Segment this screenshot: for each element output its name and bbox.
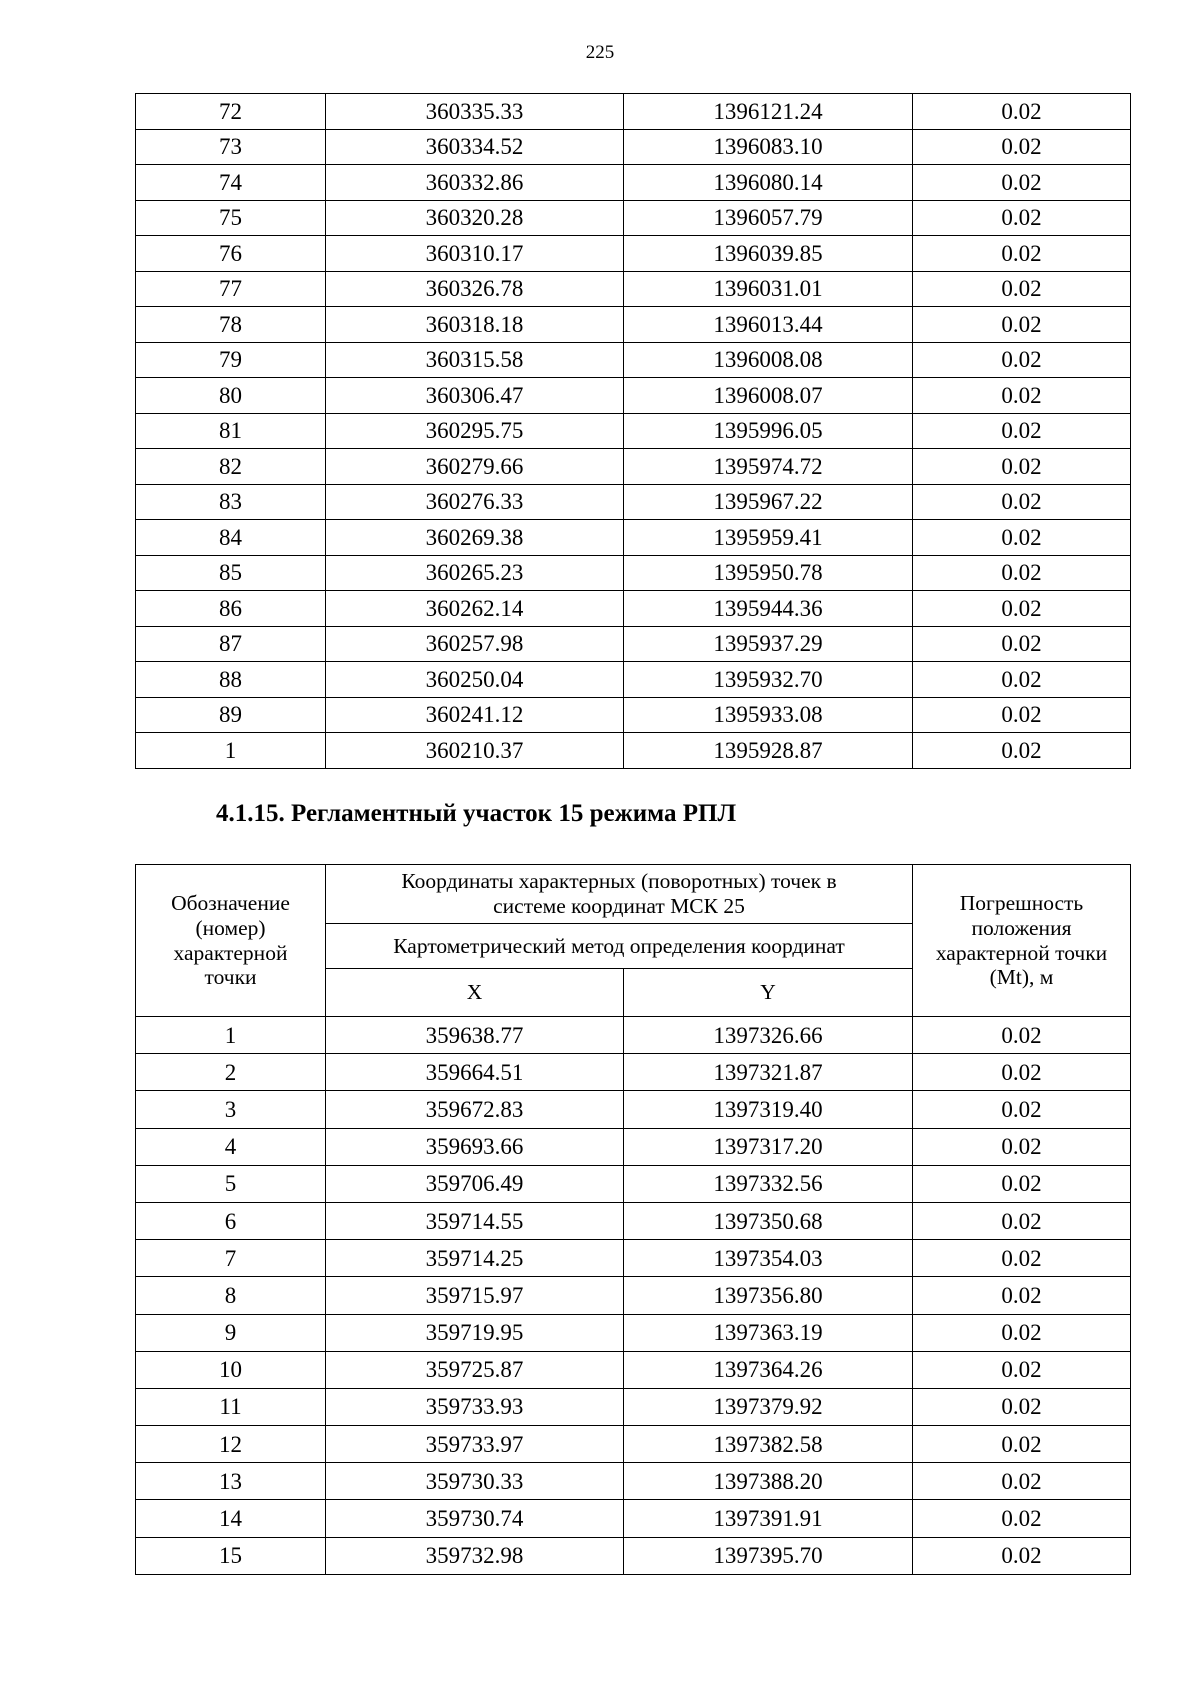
table-row xyxy=(136,662,1131,698)
table-row xyxy=(136,1165,1131,1202)
cell-y: 1397379.92 xyxy=(624,1388,913,1425)
table-row xyxy=(136,94,1131,130)
table-row xyxy=(136,626,1131,662)
cell-y: 1397382.58 xyxy=(624,1426,913,1463)
cell-point-number: 12 xyxy=(136,1426,326,1463)
table-row xyxy=(136,1500,1131,1537)
cell-error: 0.02 xyxy=(913,697,1131,733)
cell-x: 359725.87 xyxy=(326,1351,624,1388)
cell-error: 0.02 xyxy=(913,484,1131,520)
cell-x: 360310.17 xyxy=(326,236,624,272)
cell-error: 0.02 xyxy=(913,307,1131,343)
cell-x: 359664.51 xyxy=(326,1054,624,1091)
table-row xyxy=(136,1240,1131,1277)
table-row xyxy=(136,165,1131,201)
cell-point-number: 88 xyxy=(136,662,326,698)
cell-point-number: 11 xyxy=(136,1388,326,1425)
cell-error: 0.02 xyxy=(913,94,1131,130)
coordinates-table-section-15 xyxy=(135,864,1131,1575)
cell-point-number: 13 xyxy=(136,1463,326,1500)
cell-point-number: 10 xyxy=(136,1351,326,1388)
cell-x: 359719.95 xyxy=(326,1314,624,1351)
cell-point-number: 73 xyxy=(136,129,326,165)
cell-x: 360262.14 xyxy=(326,591,624,627)
cell-error: 0.02 xyxy=(913,1054,1131,1091)
cell-y: 1396083.10 xyxy=(624,129,913,165)
cell-x: 359714.25 xyxy=(326,1240,624,1277)
table-row xyxy=(136,1128,1131,1165)
cell-y: 1396013.44 xyxy=(624,307,913,343)
cell-point-number: 75 xyxy=(136,200,326,236)
cell-error: 0.02 xyxy=(913,1017,1131,1054)
table-row xyxy=(136,1054,1131,1091)
cell-y: 1396008.08 xyxy=(624,342,913,378)
cell-point-number: 14 xyxy=(136,1500,326,1537)
cell-y: 1397395.70 xyxy=(624,1537,913,1574)
table-row xyxy=(136,1017,1131,1054)
cell-x: 359638.77 xyxy=(326,1017,624,1054)
table-row xyxy=(136,591,1131,627)
cell-point-number: 81 xyxy=(136,413,326,449)
cell-y: 1396121.24 xyxy=(624,94,913,130)
table-row xyxy=(136,555,1131,591)
cell-y: 1397388.20 xyxy=(624,1463,913,1500)
cell-point-number: 1 xyxy=(136,1017,326,1054)
cell-y: 1397354.03 xyxy=(624,1240,913,1277)
cell-x: 360241.12 xyxy=(326,697,624,733)
cell-y: 1395928.87 xyxy=(624,733,913,769)
table-row xyxy=(136,413,1131,449)
table-row xyxy=(136,271,1131,307)
header-x: X xyxy=(326,969,624,1017)
cell-point-number: 79 xyxy=(136,342,326,378)
table-row xyxy=(136,1202,1131,1239)
table-row xyxy=(136,129,1131,165)
cell-y: 1397356.80 xyxy=(624,1277,913,1314)
cell-point-number: 15 xyxy=(136,1537,326,1574)
cell-error: 0.02 xyxy=(913,1277,1131,1314)
cell-point-number: 78 xyxy=(136,307,326,343)
table-row xyxy=(136,697,1131,733)
cell-x: 360210.37 xyxy=(326,733,624,769)
cell-point-number: 5 xyxy=(136,1165,326,1202)
section-heading: 4.1.15. Регламентный участок 15 режима РПЛ xyxy=(216,800,737,827)
cell-y: 1395996.05 xyxy=(624,413,913,449)
cell-point-number: 1 xyxy=(136,733,326,769)
table-row xyxy=(136,449,1131,485)
cell-y: 1395937.29 xyxy=(624,626,913,662)
cell-x: 359715.97 xyxy=(326,1277,624,1314)
table-row xyxy=(136,200,1131,236)
cell-y: 1396031.01 xyxy=(624,271,913,307)
table-row xyxy=(136,1463,1131,1500)
cell-y: 1395944.36 xyxy=(624,591,913,627)
cell-x: 359714.55 xyxy=(326,1202,624,1239)
cell-point-number: 72 xyxy=(136,94,326,130)
cell-error: 0.02 xyxy=(913,520,1131,556)
cell-y: 1397321.87 xyxy=(624,1054,913,1091)
cell-point-number: 80 xyxy=(136,378,326,414)
cell-error: 0.02 xyxy=(913,626,1131,662)
cell-point-number: 83 xyxy=(136,484,326,520)
cell-error: 0.02 xyxy=(913,200,1131,236)
cell-error: 0.02 xyxy=(913,1426,1131,1463)
cell-y: 1397391.91 xyxy=(624,1500,913,1537)
table-row xyxy=(136,1388,1131,1425)
cell-point-number: 8 xyxy=(136,1277,326,1314)
table-body xyxy=(136,1017,1131,1575)
table-row xyxy=(136,378,1131,414)
header-coordinates-title: Координаты характерных (поворотных) точек в системе координат МСК 25 xyxy=(326,865,913,924)
table-row xyxy=(136,1314,1131,1351)
header-method: Картометрический метод определения координат xyxy=(326,924,913,969)
cell-error: 0.02 xyxy=(913,378,1131,414)
header-point-designation: Обозначение (номер) характерной точки xyxy=(136,865,326,1017)
table-header xyxy=(136,865,1131,1017)
cell-x: 359706.49 xyxy=(326,1165,624,1202)
cell-point-number: 77 xyxy=(136,271,326,307)
cell-y: 1397364.26 xyxy=(624,1351,913,1388)
cell-x: 360334.52 xyxy=(326,129,624,165)
page-number: 225 xyxy=(585,42,615,63)
cell-error: 0.02 xyxy=(913,1463,1131,1500)
cell-x: 360326.78 xyxy=(326,271,624,307)
cell-error: 0.02 xyxy=(913,1351,1131,1388)
cell-error: 0.02 xyxy=(913,1537,1131,1574)
table-row xyxy=(136,484,1131,520)
cell-error: 0.02 xyxy=(913,555,1131,591)
table-row xyxy=(136,520,1131,556)
cell-point-number: 84 xyxy=(136,520,326,556)
cell-error: 0.02 xyxy=(913,1128,1131,1165)
cell-point-number: 89 xyxy=(136,697,326,733)
cell-y: 1395959.41 xyxy=(624,520,913,556)
table-row xyxy=(136,1277,1131,1314)
table-row xyxy=(136,1351,1131,1388)
cell-error: 0.02 xyxy=(913,1165,1131,1202)
cell-error: 0.02 xyxy=(913,165,1131,201)
cell-error: 0.02 xyxy=(913,1202,1131,1239)
cell-x: 359693.66 xyxy=(326,1128,624,1165)
cell-error: 0.02 xyxy=(913,413,1131,449)
cell-y: 1396080.14 xyxy=(624,165,913,201)
cell-x: 360320.28 xyxy=(326,200,624,236)
cell-point-number: 85 xyxy=(136,555,326,591)
cell-y: 1397319.40 xyxy=(624,1091,913,1128)
cell-x: 360250.04 xyxy=(326,662,624,698)
cell-error: 0.02 xyxy=(913,449,1131,485)
cell-y: 1397317.20 xyxy=(624,1128,913,1165)
cell-x: 360269.38 xyxy=(326,520,624,556)
table-row xyxy=(136,236,1131,272)
table-row xyxy=(136,733,1131,769)
cell-point-number: 86 xyxy=(136,591,326,627)
cell-point-number: 76 xyxy=(136,236,326,272)
cell-point-number: 74 xyxy=(136,165,326,201)
cell-y: 1396057.79 xyxy=(624,200,913,236)
table-row xyxy=(136,342,1131,378)
table-body xyxy=(136,94,1131,769)
table-row xyxy=(136,1537,1131,1574)
cell-y: 1395932.70 xyxy=(624,662,913,698)
cell-point-number: 3 xyxy=(136,1091,326,1128)
cell-error: 0.02 xyxy=(913,1314,1131,1351)
coordinates-table-continued xyxy=(135,93,1131,769)
cell-x: 359672.83 xyxy=(326,1091,624,1128)
cell-error: 0.02 xyxy=(913,271,1131,307)
cell-point-number: 2 xyxy=(136,1054,326,1091)
cell-point-number: 7 xyxy=(136,1240,326,1277)
cell-x: 359732.98 xyxy=(326,1537,624,1574)
cell-x: 360335.33 xyxy=(326,94,624,130)
cell-point-number: 6 xyxy=(136,1202,326,1239)
cell-x: 359733.93 xyxy=(326,1388,624,1425)
cell-point-number: 9 xyxy=(136,1314,326,1351)
table-row xyxy=(136,307,1131,343)
cell-x: 360332.86 xyxy=(326,165,624,201)
cell-y: 1397326.66 xyxy=(624,1017,913,1054)
cell-error: 0.02 xyxy=(913,342,1131,378)
cell-x: 359733.97 xyxy=(326,1426,624,1463)
header-y: Y xyxy=(624,969,913,1017)
cell-y: 1395967.22 xyxy=(624,484,913,520)
cell-y: 1395950.78 xyxy=(624,555,913,591)
table-row xyxy=(136,1091,1131,1128)
cell-error: 0.02 xyxy=(913,591,1131,627)
cell-point-number: 87 xyxy=(136,626,326,662)
cell-point-number: 4 xyxy=(136,1128,326,1165)
cell-x: 360265.23 xyxy=(326,555,624,591)
cell-error: 0.02 xyxy=(913,129,1131,165)
cell-x: 359730.33 xyxy=(326,1463,624,1500)
cell-y: 1397332.56 xyxy=(624,1165,913,1202)
cell-error: 0.02 xyxy=(913,236,1131,272)
cell-x: 360276.33 xyxy=(326,484,624,520)
cell-error: 0.02 xyxy=(913,1388,1131,1425)
cell-y: 1397363.19 xyxy=(624,1314,913,1351)
cell-x: 360279.66 xyxy=(326,449,624,485)
cell-x: 360306.47 xyxy=(326,378,624,414)
cell-point-number: 82 xyxy=(136,449,326,485)
cell-error: 0.02 xyxy=(913,662,1131,698)
cell-y: 1396008.07 xyxy=(624,378,913,414)
cell-x: 360315.58 xyxy=(326,342,624,378)
cell-y: 1395974.72 xyxy=(624,449,913,485)
cell-x: 359730.74 xyxy=(326,1500,624,1537)
cell-y: 1397350.68 xyxy=(624,1202,913,1239)
cell-y: 1395933.08 xyxy=(624,697,913,733)
cell-y: 1396039.85 xyxy=(624,236,913,272)
cell-error: 0.02 xyxy=(913,1500,1131,1537)
cell-error: 0.02 xyxy=(913,1091,1131,1128)
cell-x: 360318.18 xyxy=(326,307,624,343)
cell-error: 0.02 xyxy=(913,733,1131,769)
cell-error: 0.02 xyxy=(913,1240,1131,1277)
cell-x: 360257.98 xyxy=(326,626,624,662)
header-error: Погрешность положения характерной точки (Mt), м xyxy=(913,865,1131,1017)
cell-x: 360295.75 xyxy=(326,413,624,449)
table-row xyxy=(136,1426,1131,1463)
